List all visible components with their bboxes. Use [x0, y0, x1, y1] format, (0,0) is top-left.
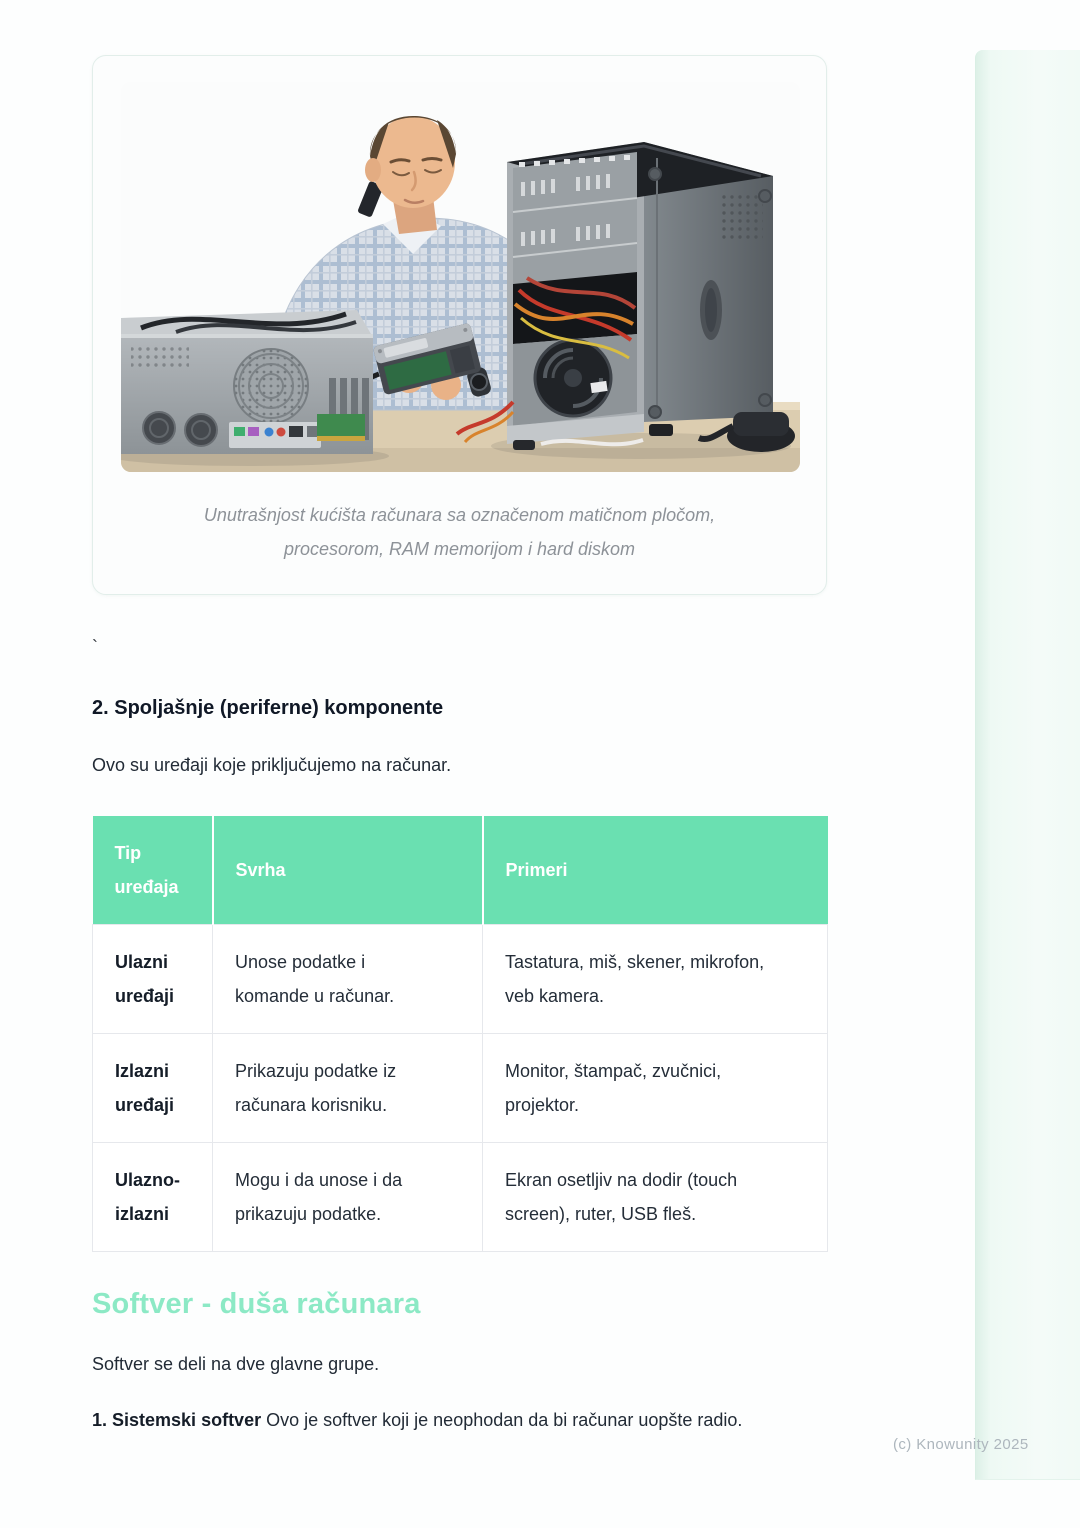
tower-case-right: [457, 142, 791, 459]
document-content: [92, 0, 827, 1437]
cell-svrha: Unose podatke i komande u računar.: [213, 925, 483, 1034]
cell-svrha: Prikazuju podatke iz računara korisniku.: [213, 1034, 483, 1143]
cell-tip: Izlazni uređaji: [93, 1034, 213, 1143]
caption-line-2: procesorom, RAM memorijom i hard diskom: [283, 539, 636, 559]
figure-caption: [121, 498, 798, 566]
col-header-tip: Tip uređaja: [93, 816, 213, 925]
col-header-svrha: Svrha: [213, 816, 483, 925]
cell-primeri: Tastatura, miš, skener, mikrofon, veb kamera.: [483, 925, 828, 1034]
photo-illustration: [121, 82, 800, 472]
caption-line-1: Unutrašnjost kućišta računara sa označenom matičnom pločom,: [203, 505, 716, 525]
figure-card: [92, 55, 827, 595]
table-row: [93, 1143, 828, 1252]
cell-svrha: Mogu i da unose i da prikazuju podatke.: [213, 1143, 483, 1252]
software-item-1-text: Ovo je softver koji je neophodan da bi računar uopšte radio.: [266, 1410, 743, 1430]
table-header-row: [93, 816, 828, 925]
peripherals-intro: Ovo su uređaji koje priključujemo na računar.: [92, 755, 452, 775]
software-item-1: [92, 1403, 827, 1437]
cell-primeri: Monitor, štampač, zvučnici, projektor.: [483, 1034, 828, 1143]
cell-tip: Ulazno- izlazni: [93, 1143, 213, 1252]
right-margin-strip: [975, 50, 1080, 1480]
software-intro: Softver se deli na dve glavne grupe.: [92, 1354, 380, 1374]
computer-repair-photo: [121, 82, 800, 472]
software-item-1-label: 1. Sistemski softver: [92, 1410, 262, 1430]
copyright-note: (c) Knowunity 2025: [893, 1436, 1029, 1453]
cell-primeri: Ekran osetljiv na dodir (touch screen), ruter, USB fleš.: [483, 1143, 828, 1252]
section-heading-software: Softver - duša računara: [92, 1288, 421, 1320]
col-header-primeri: Primeri: [483, 816, 828, 925]
devices-table: [92, 816, 828, 1252]
desktop-case-left: [121, 310, 389, 466]
table-row: [93, 1034, 828, 1143]
table-row: [93, 925, 828, 1034]
stray-backtick: `: [92, 637, 98, 657]
section-heading-peripherals: 2. Spoljašnje (periferne) komponente: [92, 697, 444, 719]
cell-tip: Ulazni uređaji: [93, 925, 213, 1034]
